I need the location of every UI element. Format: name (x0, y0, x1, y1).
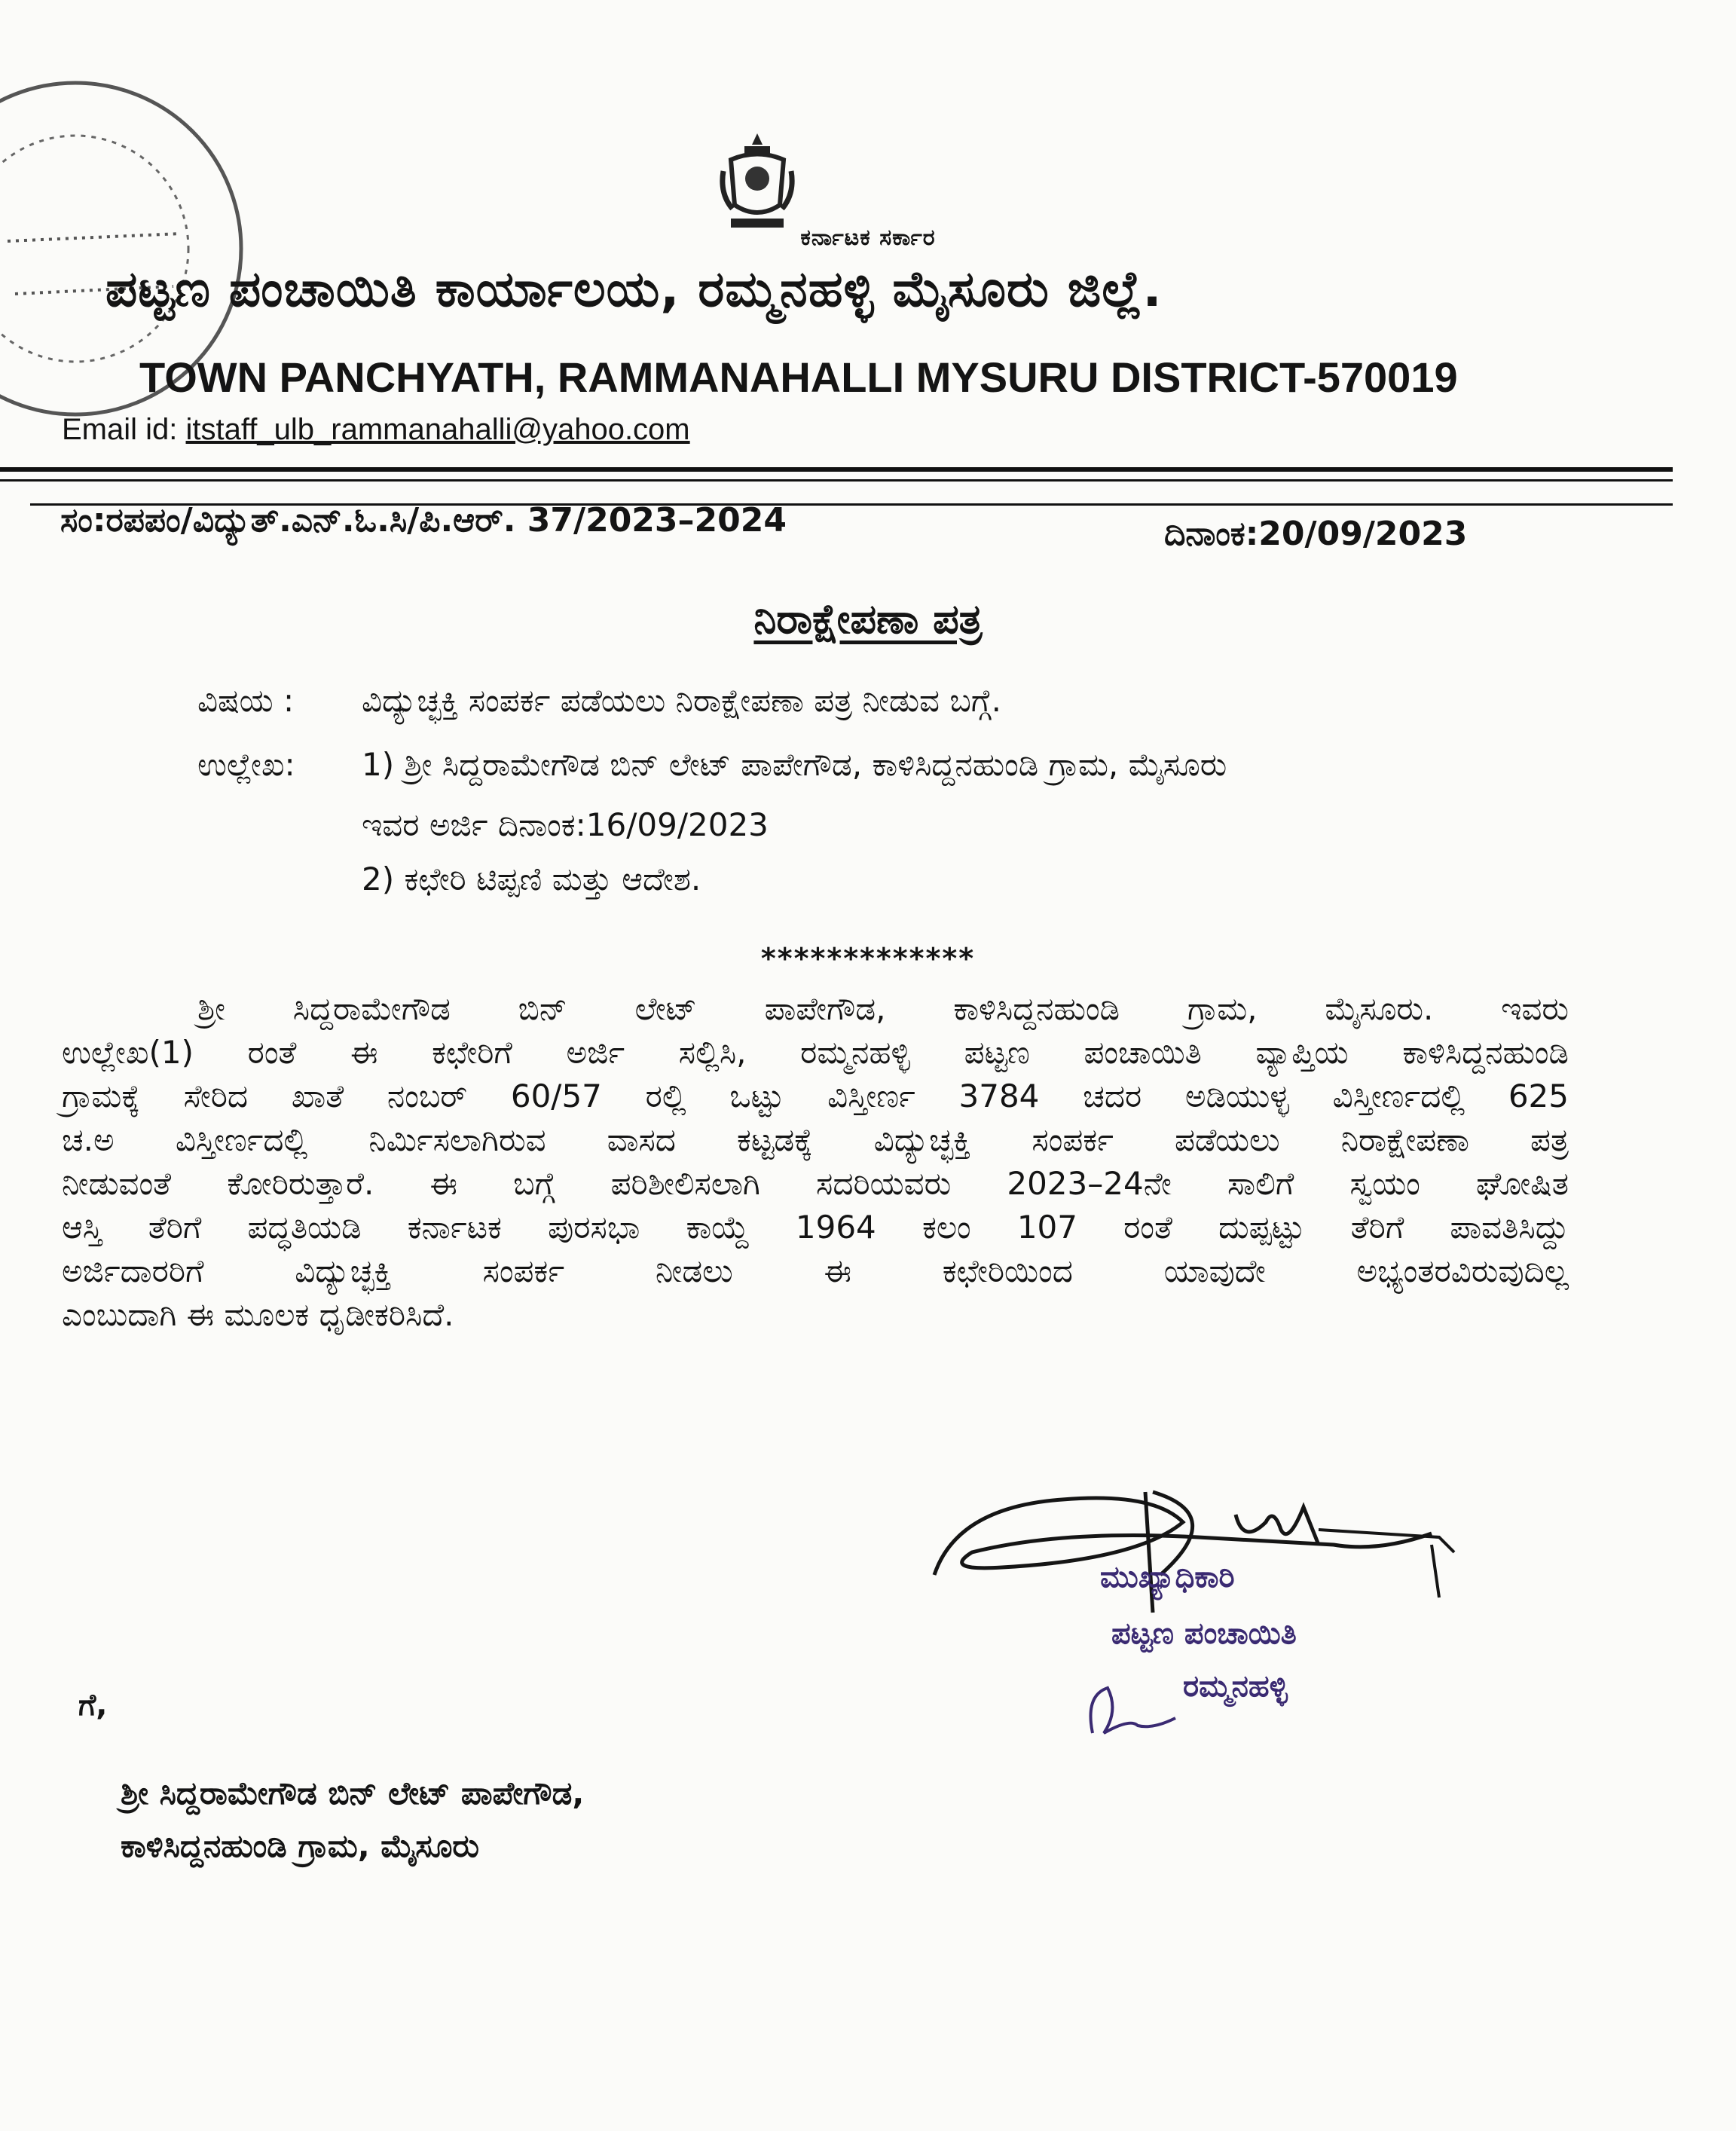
office-name-kannada: ಪಟ್ಟಣ ಪಂಚಾಯಿತಿ ಕಾರ್ಯಾಲಯ, ರಮ್ಮನಹಳ್ಳಿ ಮೈಸೂರು ಜಿಲ್ಲೆ. (105, 260, 1163, 318)
body-line: ಎಂಬುದಾಗಿ ಈ ಮೂಲಕ ಧೃಡೀಕರಿಸಿದೆ. (62, 1296, 454, 1333)
body-line: ಆಸ್ತಿ ತೆರಿಗೆ ಪದ್ಧತಿಯಡಿ ಕರ್ನಾಟಕ ಪುರಸಭಾ ಕಾಯ್ದೆ 1964 ಕಲಂ 107 ರಂತೆ ದುಪ್ಪಟ್ಟು ತೆರಿಗೆ ಪಾವತಿಸಿದ್ದು (62, 1209, 1569, 1246)
addressee-name: ಶ್ರೀ ಸಿದ್ದರಾಮೇಗೌಡ ಬಿನ್ ಲೇಟ್ ಪಾಪೇಗೌಡ, (121, 1775, 585, 1812)
state-emblem-icon (716, 130, 799, 235)
signatory-place: ರಮ್ಮನಹಳ್ಳಿ (1183, 1669, 1288, 1704)
header-rule-thin (0, 479, 1673, 482)
reference-item-1-cont: ಇವರ ಅರ್ಜಿ ದಿನಾಂಕ:16/09/2023 (362, 806, 769, 843)
header-rule-thick (0, 467, 1673, 472)
email-row (62, 413, 690, 447)
office-name-english: TOWN PANCHYATH, RAMMANAHALLI MYSURU DISTRICT-570019 (139, 353, 1458, 401)
government-label: ಕರ್ನಾಟಕ ಸರ್ಕಾರ (800, 225, 936, 251)
letter-date: ದಿನಾಂಕ:20/09/2023 (1164, 515, 1468, 553)
reference-item-2: 2) ಕಛೇರಿ ಟಿಪ್ಪಣಿ ಮತ್ತು ಆದೇಶ. (362, 861, 701, 897)
document-title-text: ನಿರಾಕ್ಷೇಪಣಾ ಪತ್ರ (753, 595, 983, 643)
body-line: ಅರ್ಜಿದಾರರಿಗೆ ವಿದ್ಯುಚ್ಛಕ್ತಿ ಸಂಪರ್ಕ ನೀಡಲು ಈ ಕಛೇರಿಯಿಂದ ಯಾವುದೇ ಅಭ್ಯಂತರವಿರುವುದಿಲ್ಲ (62, 1252, 1569, 1289)
addressee-label: ಗೆ, (78, 1688, 108, 1723)
initials-scribble (1077, 1665, 1198, 1748)
body-line: ಗ್ರಾಮಕ್ಕೆ ಸೇರಿದ ಖಾತೆ ನಂಬರ್ 60/57 ರಲ್ಲಿ ಒಟ್ಟು ವಿಸ್ತೀರ್ಣ 3784 ಚದರ ಅಡಿಯುಳ್ಳ ವಿಸ್ತೀರ್ಣದಲ್ಲಿ 625 (62, 1078, 1569, 1114)
email-address[interactable]: itstaff_ulb_rammanahalli@yahoo.com (185, 413, 690, 446)
signature (912, 1462, 1499, 1643)
subject-text: ವಿದ್ಯುಚ್ಛಕ್ತಿ ಸಂಪರ್ಕ ಪಡೆಯಲು ನಿರಾಕ್ಷೇಪಣಾ ಪತ್ರ ನೀಡುವ ಬಗ್ಗೆ. (362, 682, 1001, 719)
signatory-designation: ಮುಖ್ಯಾಧಿಕಾರಿ (1100, 1560, 1235, 1594)
addressee-place: ಕಾಳಿಸಿದ್ದನಹುಂಡಿ ಗ್ರಾಮ, ಮೈಸೂರು (121, 1827, 479, 1864)
reference-number: ಸಂ:ರಪಪಂ/ವಿದ್ಯುತ್.ಎನ್.ಓ.ಸಿ/ಪಿ.ಆರ್. 37/2023–2024 (60, 501, 787, 540)
body-line: ಉಲ್ಲೇಖ(1) ರಂತೆ ಈ ಕಛೇರಿಗೆ ಅರ್ಜಿ ಸಲ್ಲಿಸಿ, ರಮ್ಮನಹಳ್ಳಿ ಪಟ್ಟಣ ಪಂಚಾಯಿತಿ ವ್ಯಾಪ್ತಿಯ ಕಾಳಿಸಿದ್ದನಹುಂಡಿ (62, 1034, 1569, 1071)
body-paragraph (62, 987, 1569, 1337)
reference-item-1: 1) ಶ್ರೀ ಸಿದ್ದರಾಮೇಗೌಡ ಬಿನ್ ಲೇಟ್ ಪಾಪೇಗೌಡ, ಕಾಳಿಸಿದ್ದನಹುಂಡಿ ಗ್ರಾಮ, ಮೈಸೂರು (362, 746, 1227, 783)
separator-stars: ************* (760, 942, 976, 975)
body-line: ನೀಡುವಂತೆ ಕೋರಿರುತ್ತಾರೆ. ಈ ಬಗ್ಗೆ ಪರಿಶೀಲಿಸಲಾಗಿ ಸದರಿಯವರು 2023–24ನೇ ಸಾಲಿಗೆ ಸ್ವಯಂ ಘೋಷಿತ (62, 1165, 1569, 1202)
signatory-office: ಪಟ್ಟಣ ಪಂಚಾಯಿತಿ (1111, 1616, 1297, 1651)
email-label: Email id: (62, 413, 178, 446)
subject-label: ವಿಷಯ : (197, 682, 295, 719)
references-label: ಉಲ್ಲೇಖ: (197, 746, 295, 783)
body-line: ಶ್ರೀ ಸಿದ್ದರಾಮೇಗೌಡ ಬಿನ್ ಲೇಟ್ ಪಾಪೇಗೌಡ, ಕಾಳಿಸಿದ್ದನಹುಂಡಿ ಗ್ರಾಮ, ಮೈಸೂರು. ಇವರು (197, 990, 1569, 1027)
body-line: ಚ.ಅ ವಿಸ್ತೀರ್ಣದಲ್ಲಿ ನಿರ್ಮಿಸಲಾಗಿರುವ ವಾಸದ ಕಟ್ಟಡಕ್ಕೆ ವಿದ್ಯುಚ್ಛಕ್ತಿ ಸಂಪರ್ಕ ಪಡೆಯಲು ನಿರಾಕ್ಷೇಪಣಾ ಪತ್ರ (62, 1121, 1569, 1158)
document-title (0, 595, 1736, 644)
